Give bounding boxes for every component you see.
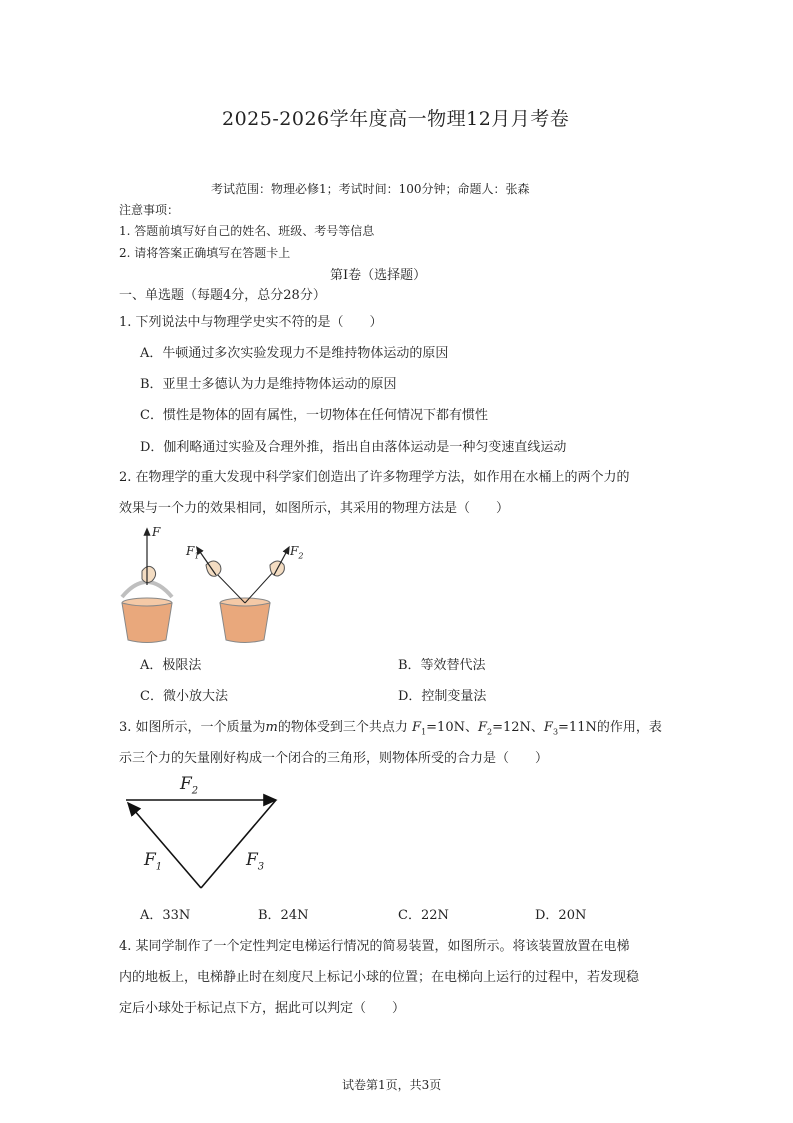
- fig3-label-f1: $F_1$: [144, 850, 163, 873]
- force-triangle-figure: [122, 792, 282, 892]
- question-3-option-d: D．20N: [535, 908, 587, 923]
- fig3-label-f3: $F_3$: [246, 850, 265, 873]
- question-3-option-c: C．22N: [398, 908, 449, 923]
- question-2-stem-line: 2. 在物理学的重大发现中科学家们创造出了许多物理学方法，如作用在水桶上的两个力的: [119, 470, 630, 485]
- fig2-label-f: F: [152, 525, 161, 539]
- bucket-force-figure: [110, 525, 310, 645]
- fig3-label-f2: $F_2$: [180, 774, 199, 797]
- notice-item: 2. 请将答案正确填写在答题卡上: [119, 246, 291, 260]
- exam-title: 2025-2026学年度高一物理12月月考卷: [222, 108, 570, 130]
- question-1-option-c: C．惯性是物体的固有属性，一切物体在任何情况下都有惯性: [140, 408, 488, 423]
- question-2-option-b: B．等效替代法: [398, 658, 486, 673]
- question-1-option-d: D．伽利略通过实验及合理外推，指出自由落体运动是一种匀变速直线运动: [140, 440, 567, 455]
- question-4-stem-line: 4. 某同学制作了一个定性判定电梯运行情况的简易装置，如图所示。将该装置放置在电梯: [119, 939, 630, 954]
- question-1-option-a: A．牛顿通过多次实验发现力不是维持物体运动的原因: [140, 346, 449, 361]
- notice-item: 1. 答题前填写好自己的姓名、班级、考号等信息: [119, 224, 375, 238]
- question-3-option-b: B．24N: [258, 908, 309, 923]
- question-3-stem-line: 示三个力的矢量刚好构成一个闭合的三角形，则物体所受的合力是（ ）: [119, 751, 549, 766]
- question-2-option-c: C．微小放大法: [140, 689, 228, 704]
- part-title: 第I卷（选择题）: [330, 268, 427, 283]
- fig2-label-f2: $F_2$: [290, 544, 304, 561]
- question-3-stem-line: 3. 如图所示，一个质量为m的物体受到三个共点力 $F_1=10N$、$F_2=12N$、$F_3=11N$的作用，表: [119, 720, 662, 737]
- question-1-stem: 1. 下列说法中与物理学史实不符的是（ ）: [119, 315, 383, 330]
- question-2-option-a: A．极限法: [140, 658, 202, 673]
- left-bucket: [122, 531, 172, 643]
- right-bucket: [198, 549, 288, 643]
- question-3-option-a: A．33N: [140, 908, 191, 923]
- notice-heading: 注意事项：: [119, 203, 180, 217]
- fig2-label-f1: $F_1$: [186, 544, 200, 561]
- exam-info: 考试范围：物理必修1；考试时间：100分钟；命题人：张森: [211, 182, 530, 196]
- section-title: 一、单选题（每题4分，总分28分）: [119, 288, 326, 303]
- question-4-stem-line: 内的地板上，电梯静止时在刻度尺上标记小球的位置；在电梯向上运行的过程中，若发现稳: [119, 970, 640, 985]
- question-1-option-b: B．亚里士多德认为力是维持物体运动的原因: [140, 377, 397, 392]
- page-footer: 试卷第1页，共3页: [342, 1078, 442, 1092]
- question-4-stem-line: 定后小球处于标记点下方，据此可以判定（ ）: [119, 1001, 406, 1016]
- question-2-stem-line: 效果与一个力的效果相同，如图所示，其采用的物理方法是（ ）: [119, 501, 510, 516]
- question-2-option-d: D．控制变量法: [398, 689, 487, 704]
